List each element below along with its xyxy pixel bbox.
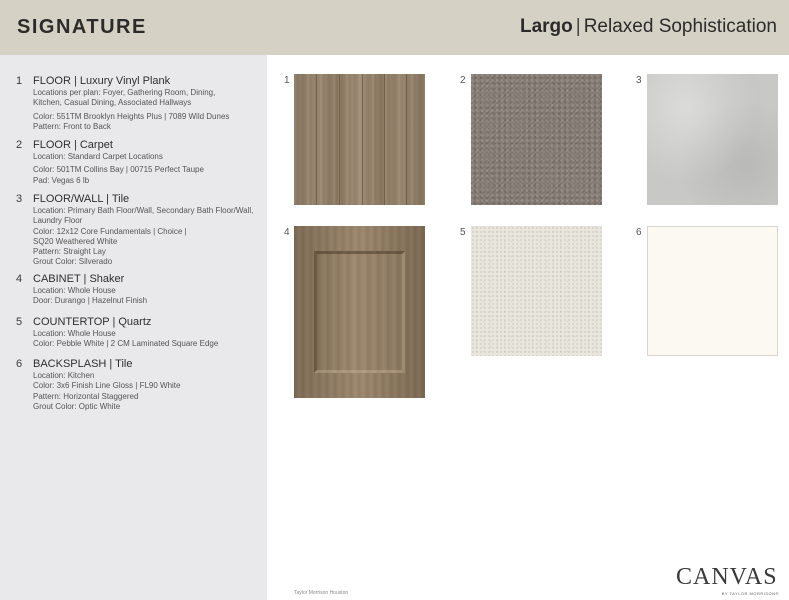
swatch-backsplash-tile [647,226,778,356]
specs-sidebar [0,55,267,600]
collection-title [520,16,777,38]
spec-title: FLOOR | Carpet [33,139,113,151]
swatch-number: 5 [460,227,466,238]
logo-byline: BY TAYLOR MORRISON® [721,591,779,596]
footer-note: Taylor Morrison Houston [294,590,349,596]
swatch-number: 4 [284,227,290,238]
brand-title: SIGNATURE [17,16,147,38]
collection-name: Largo [519,16,573,37]
spec-line: Laundry Floor [33,216,83,226]
spec-title: BACKSPLASH | Tile [33,358,133,370]
spec-number: 2 [16,139,23,151]
spec-number: 5 [16,316,23,328]
spec-line: Color: 501TM Collins Bay | 00715 Perfect Taupe [33,165,204,175]
swatch-luxury-vinyl-plank [294,74,425,205]
logo-wordmark: CANVAS [676,564,778,590]
swatch-number: 2 [460,75,466,86]
spec-title: CABINET | Shaker [33,273,125,285]
style-name: Relaxed Sophistication [583,16,777,37]
cabinet-raised-panel [314,251,405,373]
spec-line: Pattern: Front to Back [33,121,111,131]
spec-line: Location: Primary Bath Floor/Wall, Secondary Bath Floor/Wall, [33,206,254,215]
spec-line: Location: Kitchen [33,371,95,380]
swatch-carpet [471,74,602,205]
header-bar [0,0,789,55]
swatch-number: 3 [636,75,642,86]
spec-line: Pattern: Horizontal Staggered [33,391,139,401]
spec-title: COUNTERTOP | Quartz [33,316,152,328]
spec-line: Grout Color: Silverado [33,257,113,267]
swatch-number: 6 [636,227,642,238]
spec-title: FLOOR | Luxury Vinyl Plank [33,75,171,87]
spec-line: Color: Pebble White | 2 CM Laminated Square Edge [33,339,219,349]
canvas-logo [676,565,779,596]
swatch-number: 1 [284,75,290,86]
spec-line: Location: Whole House [33,286,116,295]
swatch-quartz [471,226,602,356]
swatch-tile [647,74,778,205]
spec-number: 6 [16,358,23,370]
spec-line: SQ20 Weathered White [33,236,118,246]
title-separator: | [575,16,581,37]
spec-line: Color: 551TM Brooklyn Heights Plus | 7089 Wild Dunes [33,111,230,121]
spec-line: Location: Whole House [33,329,116,338]
spec-line: Pattern: Straight Lay [33,247,106,257]
spec-number: 1 [16,75,23,87]
spec-title: FLOOR/WALL | Tile [33,193,130,205]
spec-line: Door: Durango | Hazelnut Finish [33,296,148,306]
spec-line: Location: Standard Carpet Locations [33,152,163,161]
swatch-cabinet-door [294,226,425,398]
spec-line: Grout Color: Optic White [33,401,121,411]
spec-line: Pad: Vegas 6 lb [33,175,90,185]
spec-number: 3 [16,193,23,205]
spec-line: Locations per plan: Foyer, Gathering Room, Dining, [33,88,216,97]
spec-line: Kitchen, Casual Dining, Associated Hallways [33,98,192,108]
spec-number: 4 [16,273,23,285]
spec-line: Color: 12x12 Core Fundamentals | Choice | [33,226,187,236]
spec-line: Color: 3x6 Finish Line Gloss | FL90 White [33,381,181,391]
